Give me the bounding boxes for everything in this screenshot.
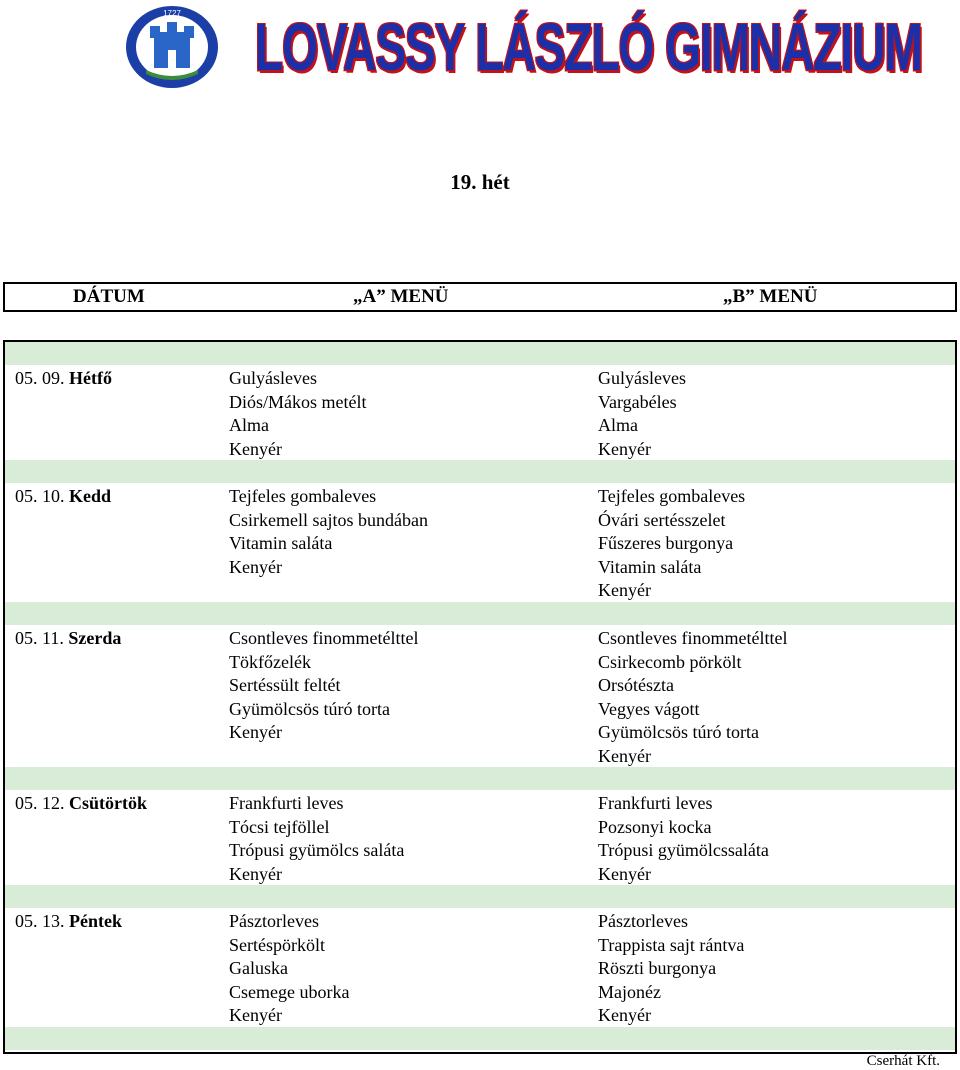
list-item: Pásztorleves [598,911,688,931]
list-item: Pásztorleves [229,911,319,931]
list-item: Csontleves finommetélttel [598,628,788,648]
list-item: Fűszeres burgonya [598,533,734,554]
list-item: Kenyér [229,863,282,884]
list-item: Frankfurti leves [598,793,713,813]
list-item: Vargabéles [598,391,677,412]
column-header-menu-b: „B” MENÜ [723,286,818,307]
list-item: Orsótészta [598,675,674,696]
menu-b-wednesday [598,627,787,769]
day-date-friday: 05. 13. Péntek [15,911,122,931]
separator-band [5,767,955,790]
list-item: Vegyes vágott [598,698,700,719]
list-item: Kenyér [598,863,651,884]
list-item: Frankfurti leves [229,793,344,813]
separator-band [5,460,955,483]
list-item: Sertéspörkölt [229,934,325,955]
list-item: Trappista sajt rántva [598,934,745,955]
list-item: Óvári sertésszelet [598,509,726,530]
page-header [0,0,960,95]
list-item: Tócsi tejföllel [229,816,330,837]
menu-a-wednesday [229,627,418,745]
list-item: Vitamin saláta [229,533,333,554]
menu-b-tuesday [598,485,745,603]
list-item: Sertéssült feltét [229,675,341,696]
menu-a-friday [229,910,349,1028]
separator-band [5,1027,955,1050]
separator-band [5,602,955,625]
list-item: Kenyér [598,580,651,601]
list-item: Alma [598,415,638,436]
list-item: Gulyásleves [229,368,317,388]
list-item: Tejfeles gombaleves [598,486,746,506]
list-item: Gyümölcsös túró torta [598,722,759,743]
week-title: 19. hét [450,170,510,194]
list-item: Kenyér [229,1005,282,1026]
day-date-wednesday: 05. 11. Szerda [15,628,122,648]
list-item: Vitamin saláta [598,556,702,577]
list-item: Tejfeles gombaleves [229,486,377,506]
list-item: Kenyér [229,556,282,577]
menu-a-monday [229,367,367,461]
list-item: Gulyásleves [598,368,686,388]
list-item: Tökfőzelék [229,651,311,672]
menu-a-tuesday [229,485,428,579]
school-crest-logo [124,4,220,90]
school-name-title: LOVASSY LÁSZLÓ GIMNÁZIUM [255,9,922,85]
menu-table [3,340,957,1054]
list-item: Röszti burgonya [598,958,717,979]
list-item: Kenyér [229,722,282,743]
separator-band [5,342,955,365]
menu-b-friday [598,910,744,1028]
menu-b-thursday [598,792,769,886]
svg-text:1727: 1727 [163,9,181,18]
list-item: Trópusi gyümölcssaláta [598,840,769,861]
column-header-date: DÁTUM [73,286,145,307]
list-item: Galuska [229,958,288,979]
list-item: Kenyér [598,1005,651,1026]
list-item: Kenyér [598,438,651,459]
list-item: Kenyér [229,438,282,459]
list-item: Diós/Mákos metélt [229,391,367,412]
column-header-menu-a: „A” MENÜ [353,286,449,307]
day-date-monday: 05. 09. Hétfő [15,368,112,388]
list-item: Trópusi gyümölcs saláta [229,840,405,861]
separator-band [5,885,955,908]
list-item: Gyümölcsös túró torta [229,698,390,719]
list-item: Csirkemell sajtos bundában [229,509,428,530]
column-header-row [3,282,957,312]
day-date-thursday: 05. 12. Csütörtök [15,793,148,813]
menu-a-thursday [229,792,404,886]
list-item: Kenyér [598,745,651,766]
list-item: Csirkecomb pörkölt [598,651,742,672]
day-date-tuesday: 05. 10. Kedd [15,486,112,506]
list-item: Csontleves finommetélttel [229,628,419,648]
list-item: Alma [229,415,269,436]
menu-b-monday [598,367,686,461]
list-item: Csemege uborka [229,981,350,1002]
footer-caterer: Cserhát Kft. [866,1053,940,1069]
list-item: Pozsonyi kocka [598,816,712,837]
list-item: Majonéz [598,981,661,1002]
